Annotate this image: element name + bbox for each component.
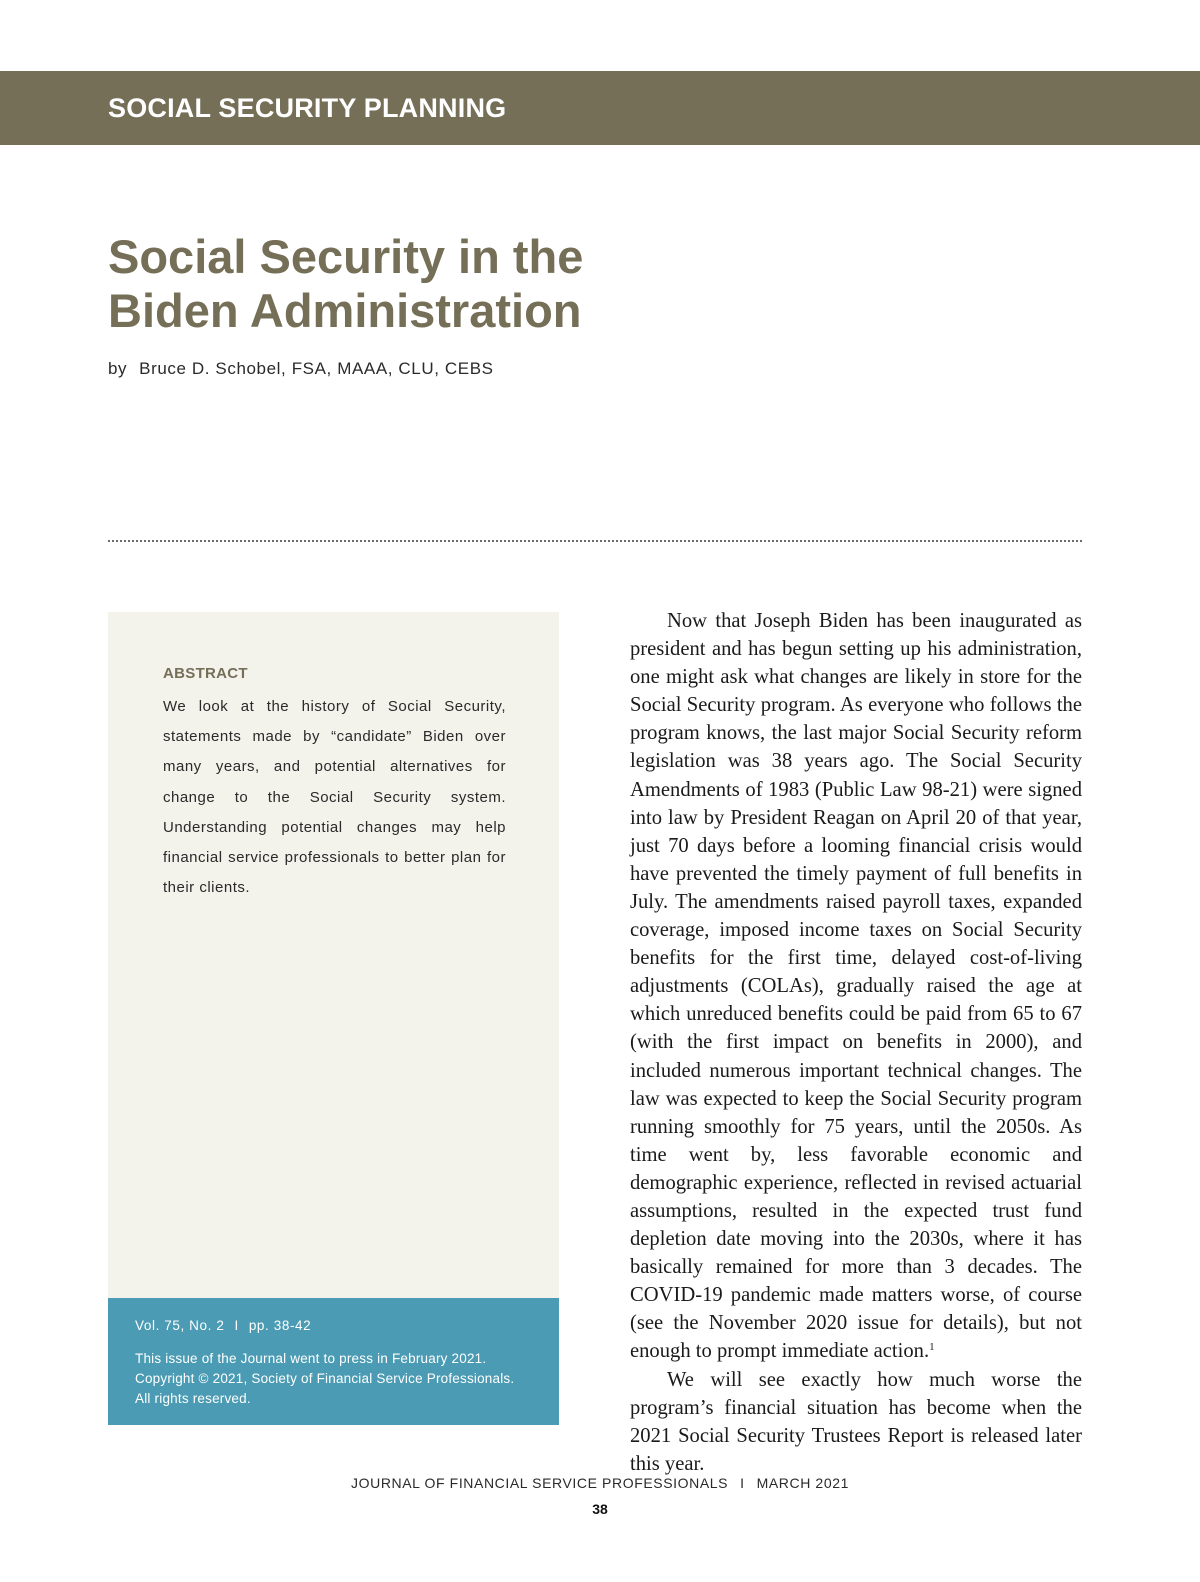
footer-journal-name: JOURNAL OF FINANCIAL SERVICE PROFESSIONALS [351,1475,729,1491]
byline-prefix: by [108,359,128,378]
footnote-reference: 1 [929,1341,935,1354]
issue-pages: pp. 38-42 [248,1318,312,1333]
issue-info-panel [108,1298,559,1425]
issue-citation [135,1318,311,1333]
section-label: SOCIAL SECURITY PLANNING [108,93,507,123]
page-number: 38 [592,1501,608,1517]
press-note: This issue of the Journal went to press in February 2021. [135,1351,487,1366]
article-title-line-2: Biden Administration [108,284,582,337]
body-paragraph-1-text: Now that Joseph Biden has been inaugurated as president and has begun setting up his administration, one might ask what changes are likely in store for the Social Security program. As everyone who follows the program knows, the last major Social Security reform legislation was 38 years ago. The Social Security Amendments of 1983 (Public Law 98-21) were signed into law by President Reagan on April 20 of that year, just 70 days before a looming financial crisis would have prevented the timely payment of full benefits in July. The amendments raised payroll taxes, expanded coverage, imposed income taxes on Social Security benefits for the first time, delayed cost-of-living adjustments (COLAs), gradually raised the age at which unreduced benefits could be paid from 65 to 67 (with the first impact on benefits in 2000), and included numerous important technical changes. The law was expected to keep the Social Security program running smoothly for 75 years, until the 2050s. As time went by, less favorable economic and demographic experience, reflected in revised actuarial assumptions, resulted in the expected trust fund depletion date moving into the 2030s, where it has basically remained for more than 3 decades. The COVID-19 pandemic made matters worse, of course (see the November 2020 issue for details), but not enough to prompt immediate action. [630,610,1082,1363]
author-name: Bruce D. Schobel, FSA, MAAA, CLU, CEBS [139,359,494,378]
abstract-heading: ABSTRACT [163,665,248,682]
dotted-divider [108,540,1082,542]
body-paragraph-2: We will see exactly how much worse the program’s financial situation has become when the 2021 Social Security Trustees Report is released later this year. [630,1368,1082,1475]
abstract-panel [108,612,559,1298]
section-banner [0,71,1200,145]
article-title [108,230,808,338]
issue-separator: I [234,1318,239,1333]
byline [108,359,494,379]
copyright-note: Copyright © 2021, Society of Financial Service Professionals. [135,1371,515,1386]
article-title-line-1: Social Security in the [108,230,584,283]
body-paragraph-1 [630,607,1082,1366]
article-body [630,607,1082,1478]
abstract-text: We look at the history of Social Security, statements made by “candidate” Biden over many years, and potential alternatives for change to the Social Security system. Understanding potential changes may help financial service professionals to better plan for their clients. [163,698,506,897]
footer-separator: I [740,1475,745,1491]
footer-issue-date: MARCH 2021 [756,1475,849,1491]
issue-notes [135,1349,514,1409]
issue-volume: Vol. 75, No. 2 [135,1318,225,1333]
footer-running-head [0,1475,1200,1491]
rights-note: All rights reserved. [135,1391,251,1406]
